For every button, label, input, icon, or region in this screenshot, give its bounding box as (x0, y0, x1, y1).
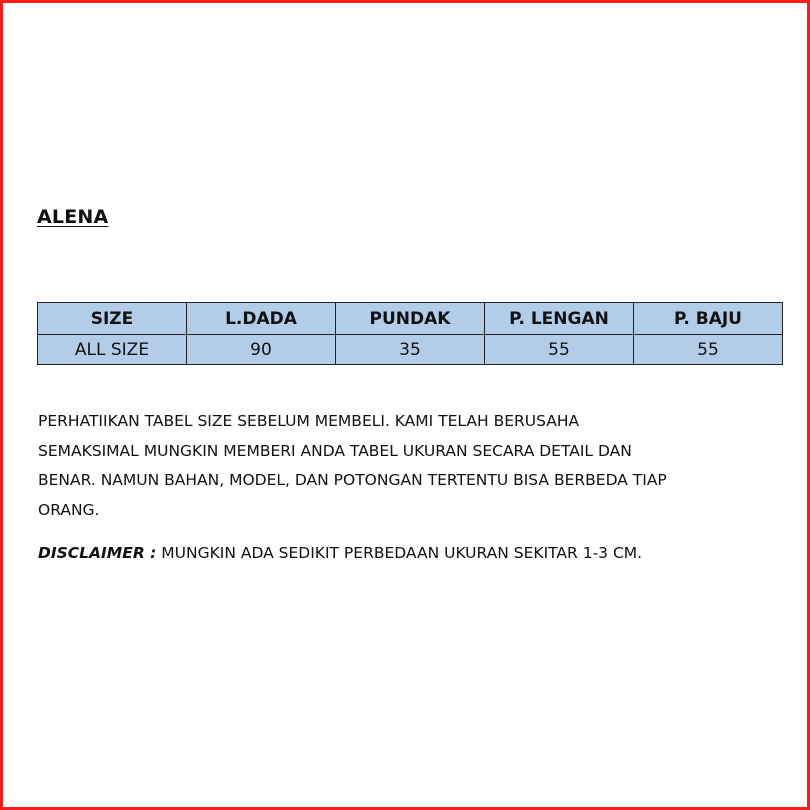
cell-lebar-dada: 90 (187, 335, 336, 365)
table-header-row (38, 303, 783, 335)
header-panjang-lengan: P. LENGAN (485, 303, 634, 335)
disclaimer-text: MUNGKIN ADA SEDIKIT PERBEDAAN UKURAN SEKITAR 1-3 CM. (156, 544, 643, 562)
size-table (37, 302, 783, 365)
size-notes-paragraph: PERHATIIKAN TABEL SIZE SEBELUM MEMBELI. KAMI TELAH BERUSAHA SEMAKSIMAL MUNGKIN MEMBERI ANDA TABEL UKURAN SECARA DETAIL DAN BENAR. NAMUN BAHAN, MODEL, DAN POTONGAN TERTENTU BISA BERBEDA TIAP ORANG. (38, 412, 667, 519)
cell-panjang-baju: 55 (634, 335, 783, 365)
disclaimer-paragraph (38, 539, 788, 568)
product-title: ALENA (37, 206, 109, 228)
header-size: SIZE (38, 303, 187, 335)
header-pundak: PUNDAK (336, 303, 485, 335)
header-lebar-dada: L.DADA (187, 303, 336, 335)
table-row (38, 335, 783, 365)
disclaimer-label: DISCLAIMER : (38, 544, 157, 562)
header-panjang-baju: P. BAJU (634, 303, 783, 335)
cell-size: ALL SIZE (38, 335, 187, 365)
cell-panjang-lengan: 55 (485, 335, 634, 365)
cell-pundak: 35 (336, 335, 485, 365)
